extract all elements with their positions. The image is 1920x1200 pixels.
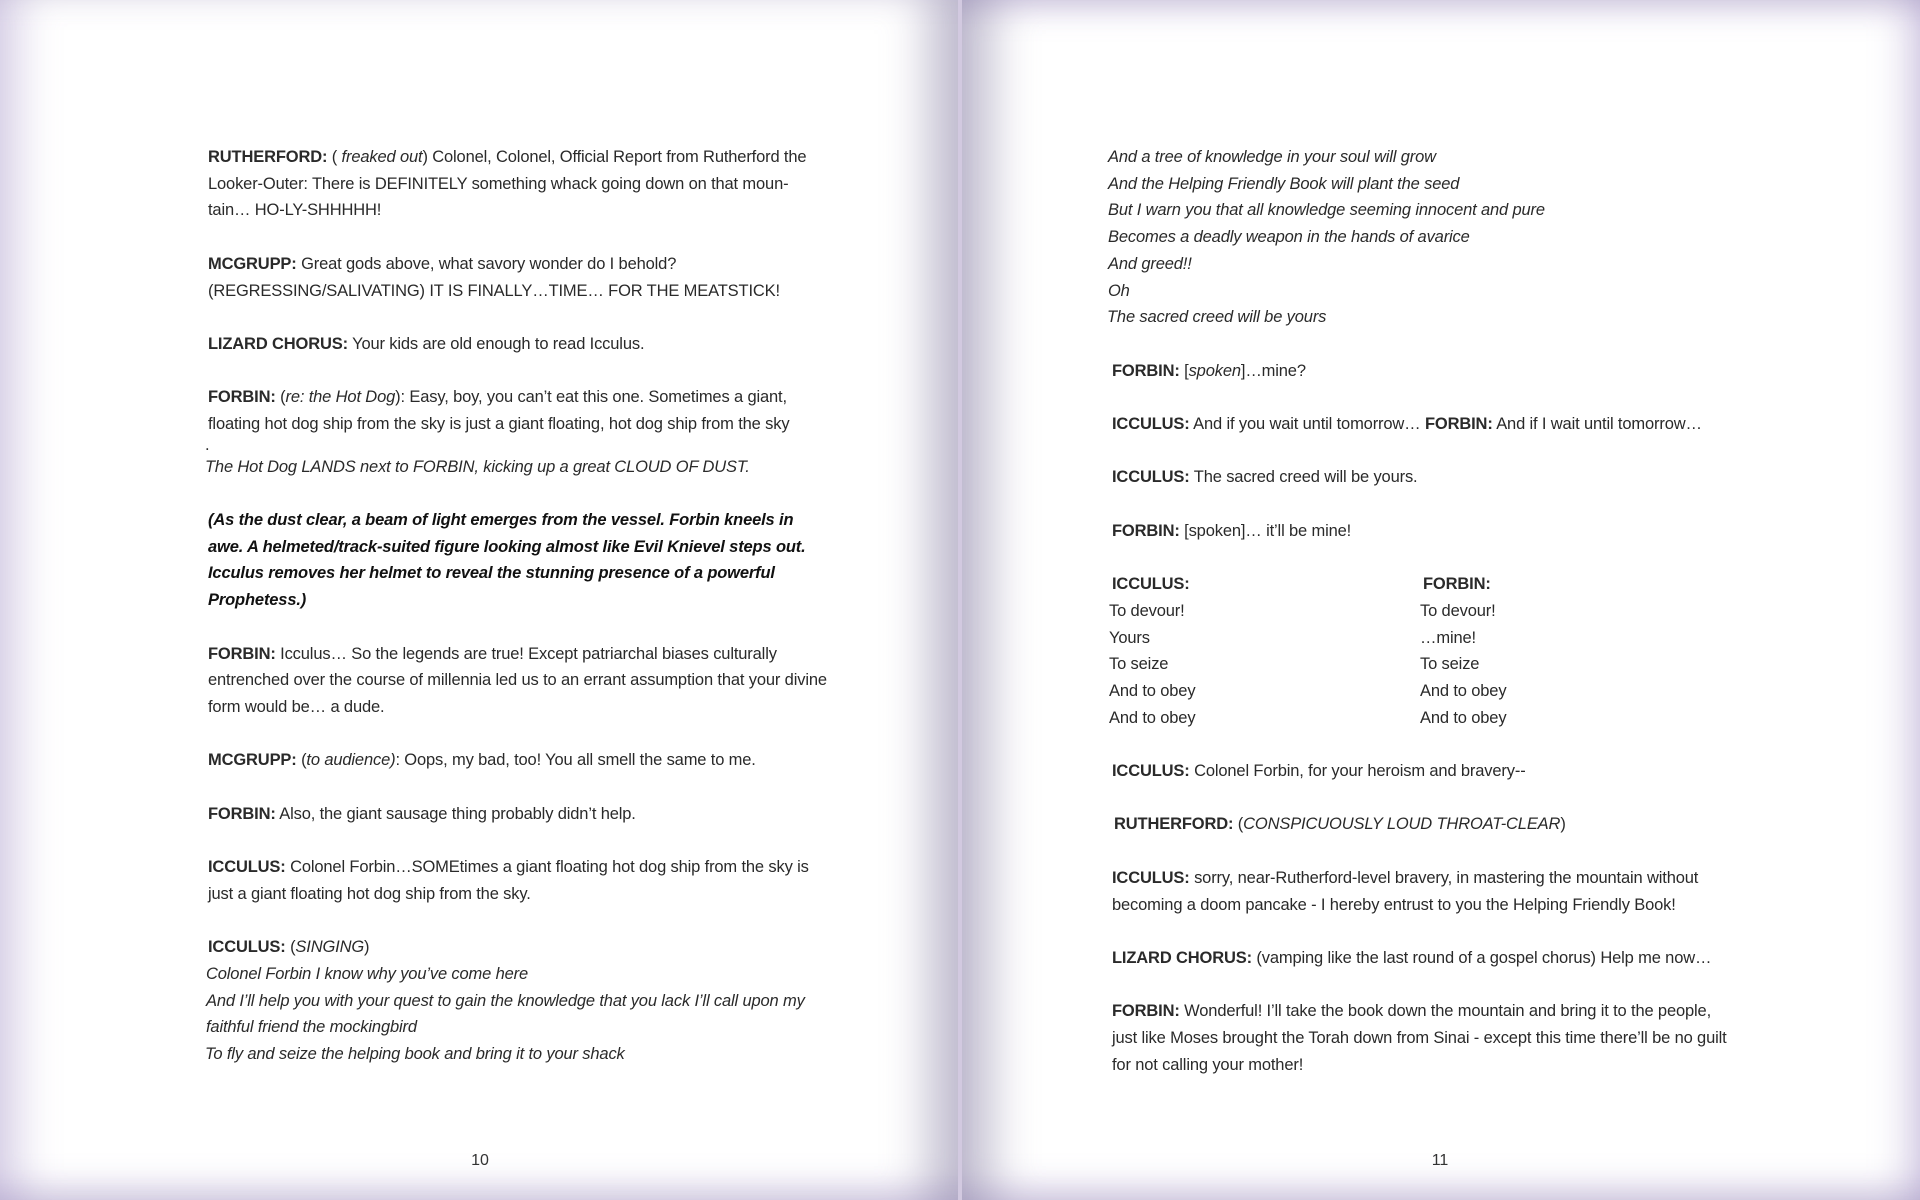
dialogue-icculus-hotdog — [208, 854, 828, 907]
stage-direction-reveal: (As the dust clear, a beam of light emerges from the vessel. Forbin kneels in awe. A helmeted/track-suited figure looking almost like Evil Knievel steps out. Icculus removes her helmet to reveal the stunning presence of a powerful Prophetess.) — [208, 511, 806, 610]
page-number: 10 — [471, 1152, 489, 1169]
lyric-line: And a tree of knowledge in your soul will grow — [1108, 148, 1436, 166]
lyric-line: But I warn you that all knowledge seeming innocent and pure — [1108, 201, 1545, 220]
dialogue-text: sorry, near-Rutherford-level bravery, in mastering the mountain without becoming a doom pancake - I hereby entrust to you the Helping Friendly Book! — [1112, 868, 1699, 914]
duet-line: And to obey — [1420, 681, 1507, 700]
speaker-name: ICCULUS: — [208, 938, 286, 957]
dialogue-text: Colonel Forbin, for your heroism and bravery-- — [1189, 762, 1526, 781]
dialogue-icculus-entrust — [1112, 865, 1730, 918]
speaker-name: FORBIN: — [208, 388, 276, 407]
speaker-name: ICCULUS: — [1112, 762, 1190, 781]
lyric-line: Becomes a deadly weapon in the hands of avarice — [1108, 228, 1470, 247]
speaker-name: FORBIN: — [1424, 415, 1493, 433]
lyric-line: And I’ll help you with your quest to gain the knowledge that you lack I’ll call upon my faithful friend the mockingbird — [206, 991, 805, 1037]
duet-line: To seize — [1109, 655, 1169, 674]
dialogue-icculus-heroism — [1112, 758, 1730, 785]
speaker-name: FORBIN: — [1112, 1002, 1180, 1021]
duet-speaker: FORBIN: — [1423, 575, 1491, 594]
song-lyrics — [205, 961, 828, 1068]
speaker-name: ICCULUS: — [208, 858, 286, 877]
dialogue-forbin-wonderful — [1112, 998, 1730, 1078]
speaker-name: RUTHERFORD: — [208, 148, 328, 166]
dialogue-icculus-creed — [1112, 464, 1730, 491]
speaker-name: FORBIN: — [1112, 361, 1180, 380]
dialogue-text: : Oops, my bad, too! You all smell the same to me. — [395, 751, 756, 770]
duet-columns — [1110, 571, 1730, 731]
duet-speaker: ICCULUS: — [1112, 575, 1190, 594]
lyric-line: And the Helping Friendly Book will plant the seed — [1108, 174, 1460, 193]
speaker-name: ICCULUS: — [1112, 868, 1190, 887]
speaker-name: LIZARD CHORUS: — [1112, 948, 1252, 967]
lyric-line: To fly and seize the helping book and bring it to your shack — [205, 1045, 625, 1064]
stage-direction: freaked out — [337, 148, 423, 166]
duet-line: To devour! — [1420, 601, 1496, 620]
stage-direction: spoken — [1188, 361, 1241, 380]
dialogue-forbin-itll-be-mine — [1112, 518, 1730, 545]
dialogue-text: ]…mine? — [1240, 361, 1306, 380]
dialogue-text: The sacred creed will be yours. — [1189, 468, 1418, 487]
speaker-name: ICCULUS: — [1112, 468, 1190, 487]
stray-period: . — [205, 435, 210, 454]
lyric-line: The sacred creed will be yours — [1107, 308, 1327, 327]
dialogue-text: ) Colonel, Colonel, Official Report from Rutherford the Looker-Outer: There is DEFINITELY something whack going down on that moun-tain… HO-LY-SHHHHH! — [208, 148, 807, 220]
speaker-name: MCGRUPP: — [208, 751, 297, 770]
dialogue-mcgrupp — [208, 251, 828, 304]
dialogue-text: Icculus… So the legends are true! Except patriarchal biases culturally entrenched over the course of millennia led us to an errant assumption that your divine form would be… a dude. — [208, 644, 827, 716]
speaker-name: FORBIN: — [1112, 521, 1180, 540]
dialogue-forbin-mine: FORBIN: [spoken]…mine? — [1112, 361, 1306, 380]
dialogue-text: Wonderful! I’ll take the book down the mountain and bring it to the people, just like Moses brought the Torah down from Sinai - except this time there’ll be no guilt for not calling your mother! — [1112, 1002, 1727, 1074]
dialogue-forbin-sausage — [208, 801, 828, 828]
dialogue-text: ): Easy, boy, you can’t eat this one. Sometimes a giant, floating hot dog ship from the sky is just a giant floating, hot dog ship from the sky — [208, 388, 790, 433]
lyric-line: Colonel Forbin I know why you’ve come here — [206, 964, 529, 983]
duet-line: To devour! — [1109, 601, 1185, 620]
lyric-line: And greed!! — [1108, 254, 1192, 273]
dialogue-text: [spoken]… it’ll be mine! — [1179, 521, 1352, 540]
right-page-text — [1107, 144, 1730, 1105]
dialogue-text: Colonel Forbin…SOMEtimes a giant floating hot dog ship from the sky is just a giant floating hot dog ship from the sky. — [208, 858, 809, 903]
right-page — [962, 0, 1920, 1200]
dialogue-text: And if you wait until tomorrow… — [1189, 415, 1425, 433]
dialogue-text: Also, the giant sausage thing probably didn’t help. — [275, 804, 636, 823]
speaker-name: ICCULUS: — [1112, 415, 1190, 433]
stage-direction: re: the Hot Dog — [285, 388, 396, 407]
duet-line: And to obey — [1109, 681, 1196, 700]
dialogue-text: And if I wait until tomorrow… — [1492, 415, 1702, 433]
page-number: 11 — [1431, 1152, 1449, 1169]
duet-line: Yours — [1109, 628, 1150, 647]
duet-column-icculus — [1110, 571, 1420, 731]
dialogue-rutherford: RUTHERFORD: ( freaked out) Colonel, Colonel, Official Report from Rutherford the Looker-Outer: There is DEFINITELY something whack going down on that moun-tain… HO-LY-SHHHHH! — [208, 148, 807, 220]
left-page-text — [205, 144, 828, 1068]
dialogue-text: Your kids are old enough to read Icculus. — [347, 334, 645, 353]
stage-direction: to audience) — [306, 751, 396, 770]
dialogue-lizard-chorus — [208, 331, 828, 358]
left-page — [0, 0, 958, 1200]
speaker-name: FORBIN: — [208, 644, 276, 663]
speaker-name: FORBIN: — [208, 804, 276, 823]
stage-direction: CONSPICUOUSLY LOUD THROAT-CLEAR — [1243, 815, 1561, 834]
duet-line: …mine! — [1420, 628, 1476, 647]
speaker-name: LIZARD CHORUS: — [208, 334, 348, 353]
duet-line: And to obey — [1420, 708, 1507, 727]
duet-line: And to obey — [1109, 708, 1196, 727]
stage-direction: SINGING — [295, 938, 365, 957]
dialogue-text: (vamping like the last round of a gospel chorus) Help me now… — [1251, 948, 1712, 967]
duet-column-forbin — [1420, 571, 1730, 731]
song-lyrics — [1107, 144, 1730, 331]
dialogue-rutherford-throat: RUTHERFORD: (CONSPICUOUSLY LOUD THROAT-CLEAR) — [1114, 815, 1566, 834]
dialogue-icculus-singing: ICCULUS: (SINGING) — [208, 938, 370, 957]
dialogue-icculus-forbin-tomorrow — [1112, 411, 1730, 438]
speaker-name: MCGRUPP: — [208, 254, 297, 273]
dialogue-forbin-legends — [208, 641, 828, 721]
dialogue-lizard-chorus-vamping — [1112, 945, 1730, 972]
lyric-line: Oh — [1108, 281, 1130, 300]
duet-line: To seize — [1420, 655, 1480, 674]
dialogue-text: Great gods above, what savory wonder do I behold? (REGRESSING/SALIVATING) IT IS FINALLY…TIME… FOR THE MEATSTICK! — [208, 254, 780, 300]
speaker-name: RUTHERFORD: — [1114, 815, 1234, 834]
stage-direction-landing: The Hot Dog LANDS next to FORBIN, kicking up a great CLOUD OF DUST. — [205, 457, 750, 476]
dialogue-mcgrupp-audience: MCGRUPP: (to audience): Oops, my bad, too! You all smell the same to me. — [208, 751, 756, 770]
dialogue-forbin-hotdog: FORBIN: (re: the Hot Dog): Easy, boy, you can’t eat this one. Sometimes a giant, floating hot dog ship from the sky is just a giant floating, hot dog ship from the sky . — [208, 384, 828, 451]
